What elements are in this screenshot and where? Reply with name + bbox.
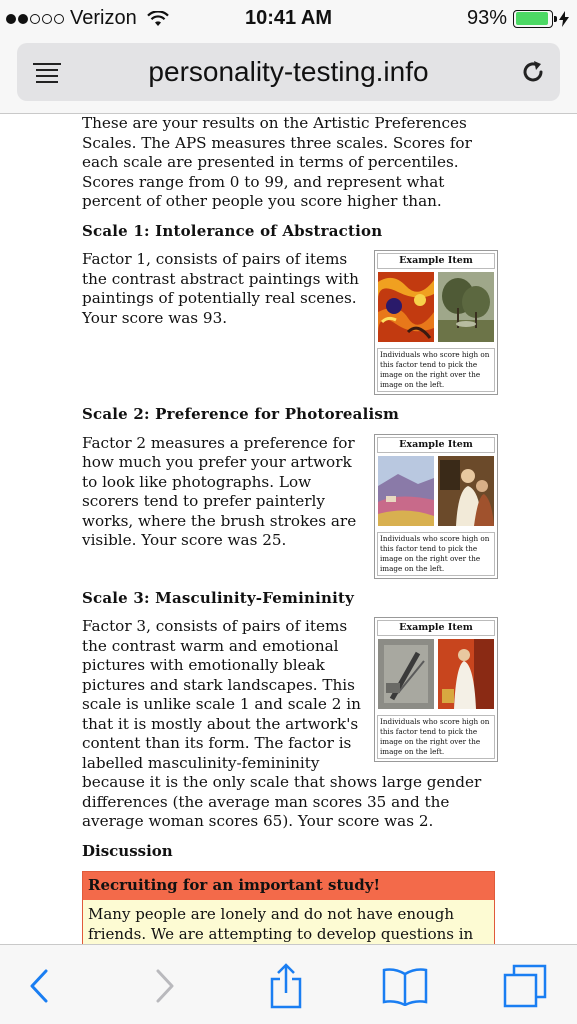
painterly-landscape-image[interactable] [378,456,434,526]
example-item-box [374,250,498,395]
web-content [0,114,577,944]
abstract-painting-image[interactable] [378,272,434,342]
reload-icon[interactable] [520,59,546,85]
recruiting-banner[interactable] [82,871,495,944]
forward-button[interactable] [140,963,190,1009]
status-bar [0,0,577,38]
example-item-box [374,434,498,579]
scale-2-text: Factor 2 measures a preference for how much you prefer your artwork to look like photographs. Low scorers tend to prefer painterly works, where the brush strokes are visible. Your score was 25. [82,433,357,549]
share-button[interactable] [261,963,311,1009]
url-text[interactable]: personality-testing.info [148,56,429,87]
battery-group [467,7,569,30]
example-item-title: Example Item [377,437,495,453]
painting-pair [377,456,495,526]
battery-level [516,12,549,25]
example-item-title: Example Item [377,620,495,636]
example-item-note: Individuals who score high on this factor tend to pick the image on the right over the image on the left. [377,532,495,576]
painting-pair [377,272,495,342]
tabs-icon[interactable] [502,963,548,1009]
carrier-name: Verizon [70,7,137,29]
example-item-box [374,617,498,762]
example-item-note: Individuals who score high on this factor tend to pick the image on the right over the image on the left. [377,348,495,392]
back-icon[interactable] [28,968,50,1004]
example-item-note: Individuals who score high on this factor tend to pick the image on the right over the image on the left. [377,715,495,759]
battery-percent: 93% [466,7,507,29]
bookmarks-icon[interactable] [381,966,429,1006]
browser-toolbar [0,944,577,1024]
recruiting-banner-title[interactable]: Recruiting for an important study! [83,872,494,900]
photorealistic-portrait-image[interactable] [438,456,494,526]
bookmarks-button[interactable] [380,963,430,1009]
scale-2-section [82,434,497,579]
bleak-image[interactable] [378,639,434,709]
scale-2-heading: Scale 2: Preference for Photorealism [82,405,400,423]
share-icon[interactable] [268,963,304,1009]
scale-3-text: Factor 3, consists of pairs of items the contrast warm and emotional pictures with emotionally bleak pictures and stark landscapes. This scale is unlike scale 1 and scale 2 in that it is mostly about the artwork's content than its form. The factor is labelled masculinity-femininity because it is the only scale that shows large gender differences (the average man scores 35 and the average woman scores 65). Your score was 2. [82,617,482,830]
tabs-button[interactable] [500,963,550,1009]
discussion-heading: Discussion [82,841,173,860]
scale-1-heading: Scale 1: Intolerance of Abstraction [82,221,383,240]
browser-nav-bar [0,38,577,114]
scale-1-section [82,250,497,395]
clock: 10:41 AM [244,7,333,29]
painting-pair [377,639,495,709]
warm-emotional-image[interactable] [438,639,494,709]
address-bar[interactable] [17,43,560,101]
scale-3-section [82,617,497,832]
example-item-title: Example Item [377,253,495,269]
realistic-landscape-image[interactable] [438,272,494,342]
intro-paragraph: These are your results on the Artistic Preferences Scales. The APS measures three scales. Scores for each scale are presented in terms of percentiles. Scores range from 0 to 99, and represent what percent of other people you score higher than. [82,114,472,210]
back-button[interactable] [14,963,64,1009]
battery-icon [513,10,553,28]
charging-bolt-icon [559,11,569,27]
forward-icon[interactable] [154,968,176,1004]
recruiting-banner-body: Many people are lonely and do not have enough friends. We are attempting to develop questions in [83,900,494,945]
article [82,114,497,944]
scale-1-text: Factor 1, consists of pairs of items the contrast abstract paintings with paintings of potentially real scenes. Your score was 93. [82,250,359,327]
scale-3-heading: Scale 3: Masculinity-Femininity [82,588,355,607]
